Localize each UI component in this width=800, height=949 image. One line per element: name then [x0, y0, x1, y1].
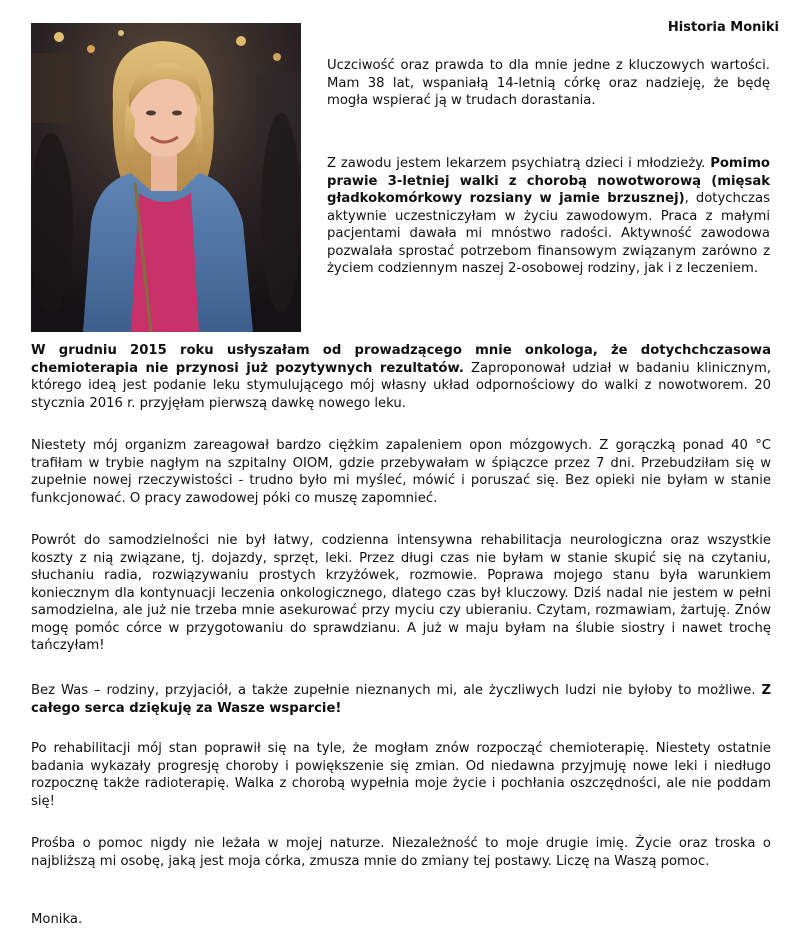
paragraph-2-intro: Z zawodu jestem lekarzem psychiatrą dzieci i młodzieży. — [327, 156, 711, 171]
paragraph-3 — [31, 342, 771, 412]
paragraph-2-bold: Pomimo prawie 3-letniej walki z chorobą nowotworową (mięsak gładkokomórkowy rozsiany w jamie brzusznej) — [327, 156, 770, 206]
paragraph-8: Prośba o pomoc nigdy nie leżała w mojej naturze. Niezależność to moje drugie imię. Życie oraz troska o najbliższą mi osobę, jaką jest moja córka, zmusza mnie do zmiany tej postawy. Liczę na Waszą pomoc. — [31, 836, 771, 869]
paragraph-6 — [31, 682, 771, 717]
paragraph-2-rest: , dotychczas aktywnie uczestniczyłam w życiu zawodowym. Praca z małymi pacjentami dawała mi mnóstwo radości. Aktywność zawodowa pozwalała sprostać potrzebom finansowym związanym zarówno z życiem codziennym naszej 2-osobowej rodziny, jak i z leczeniem. — [327, 191, 770, 276]
paragraph-3-bold: W grudniu 2015 roku usłyszałam od prowadzącego mnie onkologa, że dotychchczasowa chemioterapia nie przynosi już pozytywnych rezultatów. — [31, 343, 771, 376]
paragraph-5: Powrót do samodzielności nie był łatwy, codzienna intensywna rehabilitacja neurologiczna oraz wszystkie koszty z nią związane, tj. dojazdy, sprzęt, leki. Przez długi czas nie byłam w stanie skupić się na czytaniu, słuchaniu radia, rozwiązywaniu prostych krzyżówek, rozmowie. Poprawa mojego stanu była warunkiem koniecznym dla kontynuacji leczenia onkologicznego, dlatego czas był kluczowy. Dziś nadal nie jestem w pełni samodzielna, ale już nie trzeba mnie asekurować przy myciu czy ubieraniu. Czytam, rozmawiam, żartuję. Znów mogę pomóc córce w przygotowaniu do sprawdzianu. A już w maju byłam na ślubie siostry i nawet trochę tańczyłam! — [31, 533, 771, 653]
document-title: Historia Moniki — [667, 20, 779, 35]
portrait-photo — [31, 23, 301, 332]
paragraph-6-bold: Z całego serca dziękuję za Wasze wsparcie! — [31, 683, 771, 716]
paragraph-4: Niestety mój organizm zareagował bardzo ciężkim zapaleniem opon mózgowych. Z gorączką ponad 40 °C trafiłam w trybie nagłym na szpitalny OIOM, gdzie przebywałam w śpiączce przez 7 dni. Przebudziłam się w zupełnie nowej rzeczywistości - trudno było mi myśleć, mówić i poruszać się. Bez opieki nie byłam w stanie funkcjonować. O pracy zawodowej póki co muszę zapomnieć. — [31, 438, 771, 506]
paragraph-6-intro: Bez Was – rodziny, przyjaciół, a także zupełnie nieznanych mi, ale życzliwych ludzi nie byłoby to możliwe. — [31, 683, 762, 698]
paragraph-7: Po rehabilitacji mój stan poprawił się na tyle, że mogłam znów rozpocząć chemioterapię. Niestety ostatnie badania wykazały progresję choroby i powiększenie się zmian. Od niedawna przyjmuję nowe leki i niedługo rozpocznę także radioterapię. Walka z chorobą wypełnia moje życie i pochłania oszczędności, ale nie poddam się! — [31, 741, 771, 809]
paragraph-3-rest: Zaproponował udział w badaniu klinicznym, którego ideą jest podanie leku stymulującego mój własny układ odpornościowy do walki z nowotworem. 20 stycznia 2016 r. przyjęłam pierwszą dawkę nowego leku. — [31, 360, 772, 411]
signature: Monika. — [31, 912, 83, 927]
paragraph-1: Uczciwość oraz prawda to dla mnie jedne z kluczowych wartości. Mam 38 lat, wspaniałą 14-letnią córkę oraz nadzieję, że będę mogła wspierać ją w trudach dorastania. — [327, 58, 770, 108]
paragraph-2 — [327, 155, 770, 278]
